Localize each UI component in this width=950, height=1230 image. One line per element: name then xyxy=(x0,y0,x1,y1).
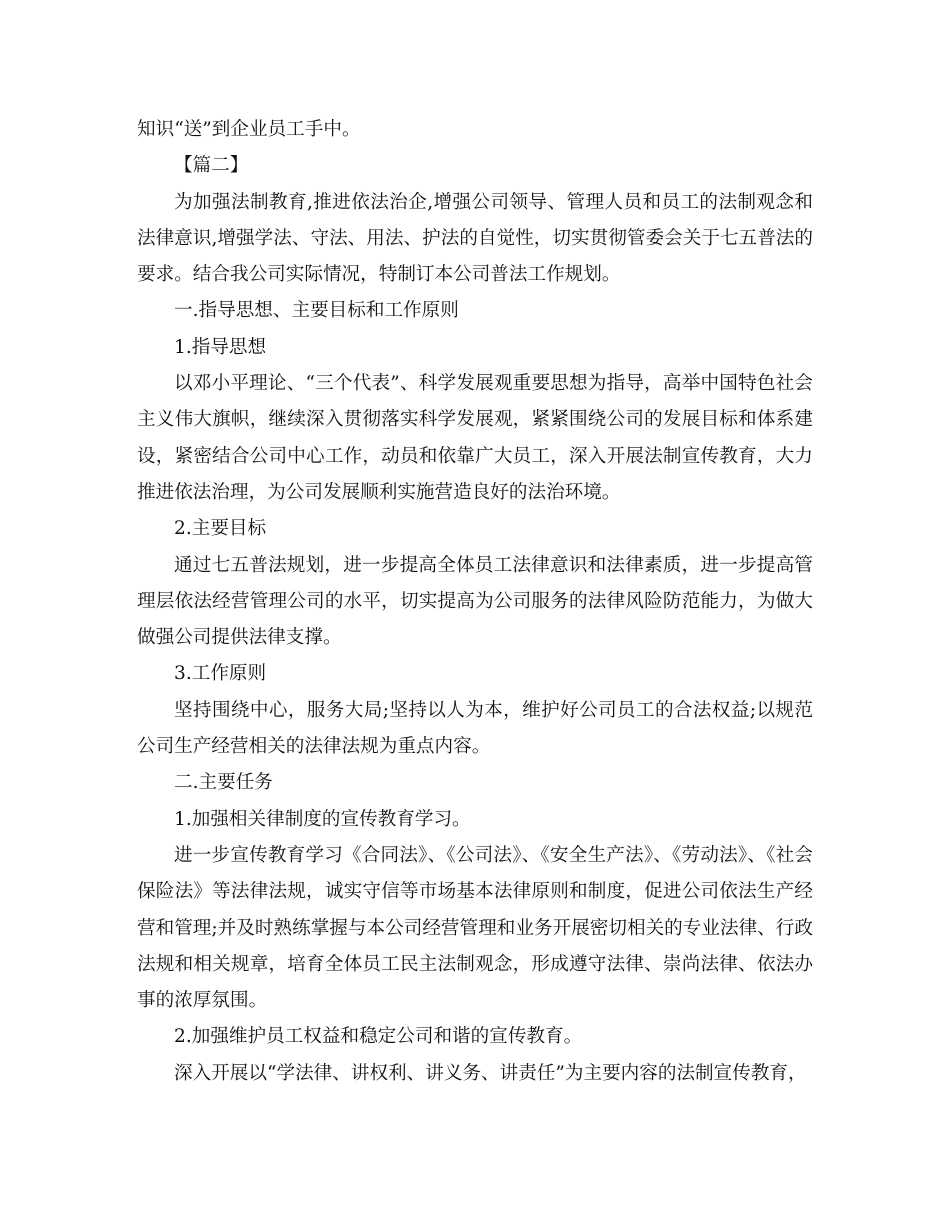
paragraph-task-1: 进一步宣传教育学习《合同法》、《公司法》、《安全生产法》、《劳动法》、《社会保险法》等法律法规，诚实守信等市场基本法律原则和制度，促进公司依法生产经营和管理;并及时熟练掌握与本公司经营管理和业务开展密切相关的专业法律、行政法规和相关规章，培育全体员工民主法制观念，形成遵守法律、崇尚法律、依法办事的浓厚氛围。 xyxy=(137,844,813,1012)
paragraph-guiding-thought: 以邓小平理论、“三个代表”、科学发展观重要思想为指导，高举中国特色社会主义伟大旗帜，继续深入贯彻落实科学发展观，紧紧围绕公司的发展目标和体系建设，紧密结合公司中心工作，动员和依靠广大员工，深入开展法制宣传教育，大力推进依法治理，为公司发展顺利实施营造良好的法治环境。 xyxy=(137,373,813,503)
paragraph-1: 知识“送”到企业员工手中。 xyxy=(137,119,361,140)
subheading-work-principles: 3.工作原则 xyxy=(174,663,267,685)
subheading-main-goals: 2.主要目标 xyxy=(174,518,267,540)
section-heading-part-two: 【篇二】 xyxy=(174,155,249,177)
paragraph-task-2: 深入开展以“学法律、讲权利、讲义务、讲责任”为主要内容的法制宣传教育， xyxy=(174,1062,807,1084)
paragraph-work-principles: 坚持围绕中心，服务大局;坚持以人为本，维护好公司员工的合法权益;以规范公司生产经营相关的法律法规为重点内容。 xyxy=(137,699,813,758)
paragraph-intro: 为加强法制教育,推进依法治企,增强公司领导、管理人员和员工的法制观念和法律意识,增强学法、守法、用法、护法的自觉性，切实贯彻管委会关于七五普法的要求。结合我公司实际情况，特制订本公司普法工作规划。 xyxy=(137,191,813,286)
document-page xyxy=(137,112,813,1092)
subheading-guiding-thought: 1.指导思想 xyxy=(174,336,267,358)
section-heading-2: 二.主要任务 xyxy=(174,772,273,794)
paragraph-main-goals: 通过七五普法规划，进一步提高全体员工法律意识和法律素质，进一步提高管理层依法经营管理公司的水平，切实提高为公司服务的法律风险防范能力，为做大做强公司提供法律支撑。 xyxy=(137,554,813,649)
subheading-task-2: 2.加强维护员工权益和稳定公司和谐的宣传教育。 xyxy=(174,1026,583,1048)
section-heading-1: 一.指导思想、主要目标和工作原则 xyxy=(174,300,459,322)
subheading-task-1: 1.加强相关律制度的宣传教育学习。 xyxy=(174,808,471,830)
